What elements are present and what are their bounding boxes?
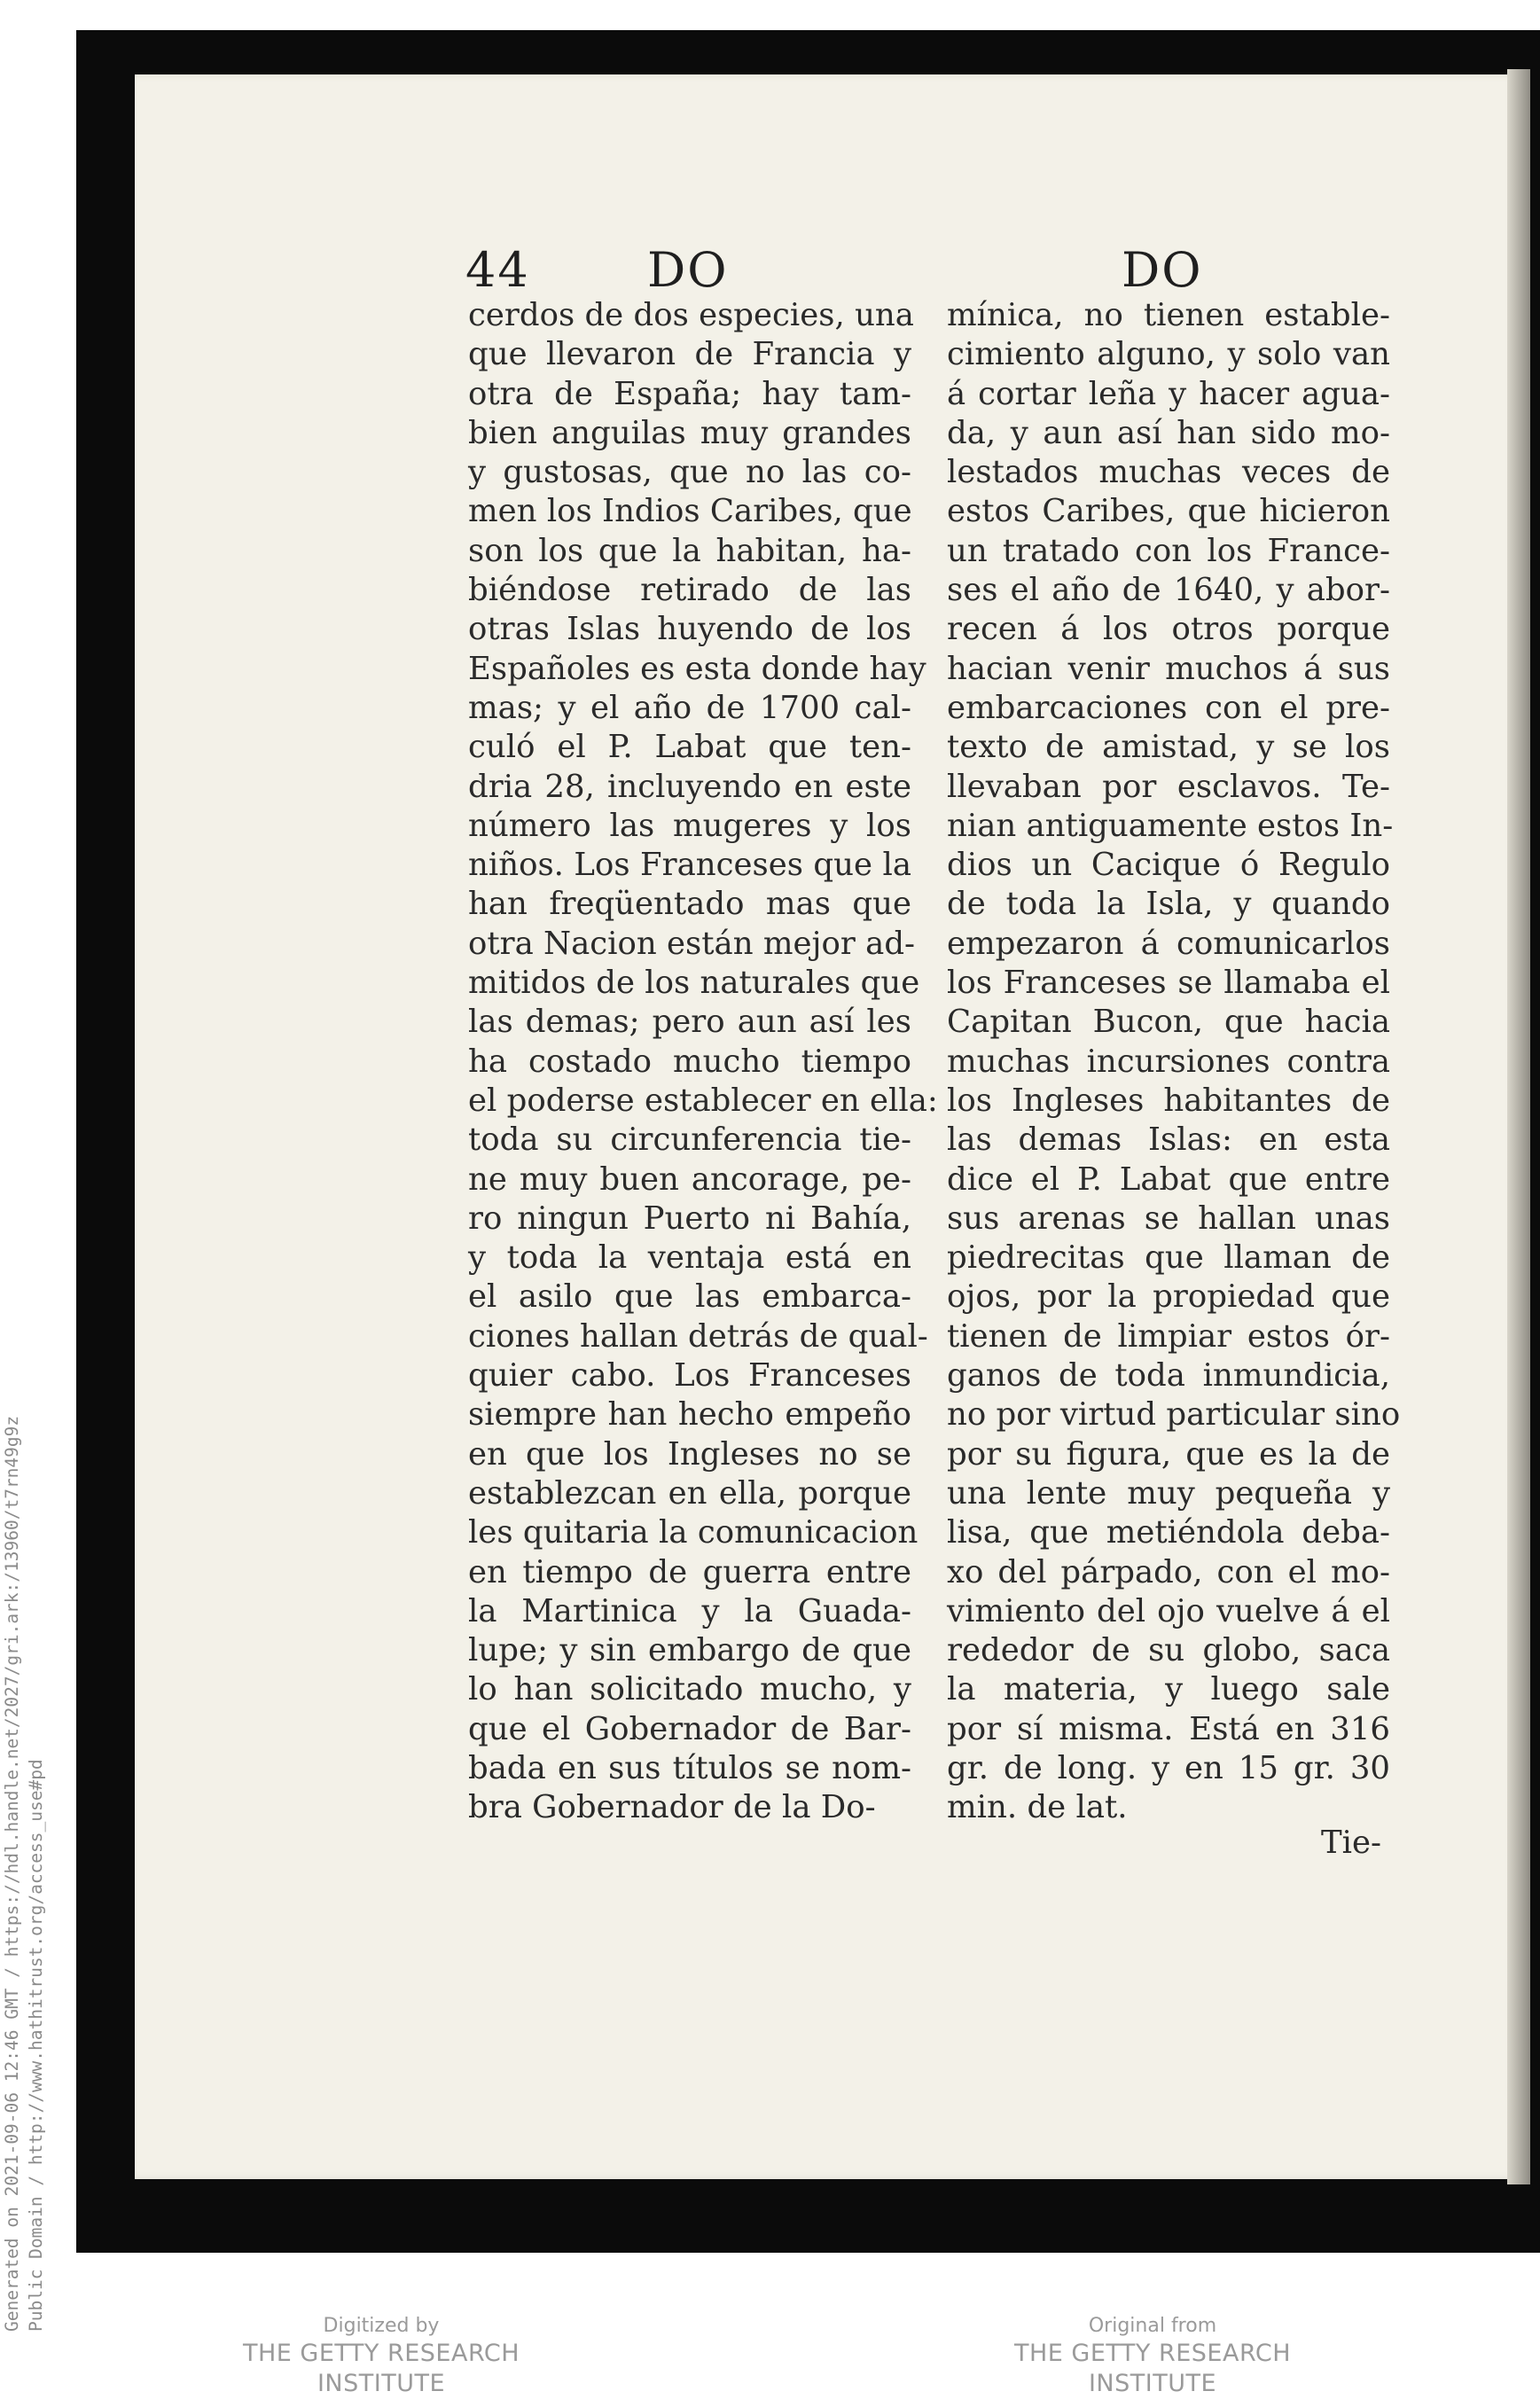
text-line: estos Caribes, que hicieron <box>947 493 1390 530</box>
text-line: min. de lat. <box>947 1789 1128 1826</box>
footer-digitized-institution: THE GETTY RESEARCH INSTITUTE <box>242 2340 520 2397</box>
footer-original-from <box>949 2314 1356 2399</box>
text-line: lo han solicitado mucho, y <box>468 1671 911 1708</box>
text-line: el poderse establecer en ella: <box>468 1082 938 1119</box>
text-line: piedrecitas que llaman de <box>947 1239 1390 1277</box>
text-line: una lente muy pequeña y <box>947 1474 1390 1512</box>
text-line: otra Nacion están mejor ad- <box>468 925 916 962</box>
text-line: de toda la Isla, y quando <box>947 886 1390 923</box>
text-column-right <box>947 296 1401 1828</box>
text-line: da, y aun así han sido mo- <box>947 414 1390 451</box>
text-line: ganos de toda inmundicia, <box>947 1357 1390 1395</box>
text-line: niños. Los Franceses que la <box>468 847 911 884</box>
text-line: tienen de limpiar estos ór- <box>947 1317 1390 1355</box>
text-line: que el Gobernador de Bar- <box>468 1710 911 1747</box>
text-column-left <box>468 296 938 1828</box>
text-line: bien anguilas muy grandes <box>468 414 911 451</box>
text-line: Capitan Bucon, que hacia <box>947 1004 1390 1041</box>
footer-digitized-label: Digitized by <box>323 2315 440 2337</box>
page-edge <box>1507 69 1530 2184</box>
text-line: bada en sus títulos se nom- <box>468 1749 911 1786</box>
text-line: les quitaria la comunicacion <box>468 1514 919 1551</box>
text-line: dios un Cacique ó Regulo <box>947 847 1390 884</box>
text-line: Españoles es esta donde hay <box>468 650 926 687</box>
text-line: otras Islas huyendo de los <box>468 611 911 648</box>
text-line: mas; y el año de 1700 cal- <box>468 689 911 726</box>
text-line: las demas; pero aun así les <box>468 1004 911 1041</box>
watermark-line-rights[interactable]: Public Domain / http://www.hathitrust.org/access_use#pd <box>26 1759 46 2332</box>
text-line: gr. de long. y en 15 gr. 30 <box>947 1749 1390 1786</box>
text-line: número las mugeres y los <box>468 807 911 844</box>
text-line: culó el P. Labat que ten- <box>468 729 911 766</box>
text-line: empezaron á comunicarlos <box>947 925 1390 962</box>
text-line: ne muy buen ancorage, pe- <box>468 1160 911 1198</box>
text-line: á cortar leña y hacer agua- <box>947 375 1390 412</box>
footer-original-institution: THE GETTY RESEARCH INSTITUTE <box>1013 2340 1292 2397</box>
text-line: los Ingleses habitantes de <box>947 1082 1390 1119</box>
watermark-line-generated[interactable]: Generated on 2021-09-06 12:46 GMT / https://hdl.handle.net/2027/gri.ark:/13960/t7rn49g9z <box>2 1415 22 2332</box>
text-line: ro ningun Puerto ni Bahía, <box>468 1200 911 1237</box>
text-line: en tiempo de guerra entre <box>468 1553 911 1590</box>
text-line: men los Indios Caribes, que <box>468 493 912 530</box>
text-line: quier cabo. Los Franceses <box>468 1357 911 1395</box>
text-line: lisa, que metiéndola deba- <box>947 1514 1390 1551</box>
text-line: mitidos de los naturales que <box>468 965 920 1002</box>
text-line: embarcaciones con el pre- <box>947 689 1390 726</box>
footer-digitized-by <box>177 2314 585 2399</box>
text-line: dria 28, incluyendo en este <box>468 768 911 805</box>
text-line: toda su circunferencia tie- <box>468 1121 911 1159</box>
text-line: llevaban por esclavos. Te- <box>947 768 1390 805</box>
text-line: y gustosas, que no las co- <box>468 454 911 491</box>
text-line: lestados muchas veces de <box>947 454 1390 491</box>
text-line: recen á los otros porque <box>947 611 1390 648</box>
running-header-left: DO <box>647 242 729 298</box>
text-line: otra de España; hay tam- <box>468 375 911 412</box>
text-line: el asilo que las embarca- <box>468 1278 911 1316</box>
text-line: vimiento del ojo vuelve á el <box>947 1592 1390 1629</box>
text-line: las demas Islas: en esta <box>947 1121 1390 1159</box>
text-line: cerdos de dos especies, una <box>468 297 914 333</box>
text-line: que llevaron de Francia y <box>468 336 911 373</box>
hathitrust-watermark <box>0 1416 48 2332</box>
text-line: establezcan en ella, porque <box>468 1474 911 1512</box>
text-line: hacian venir muchos á sus <box>947 650 1390 687</box>
text-line: un tratado con los France- <box>947 532 1390 569</box>
text-line: xo del párpado, con el mo- <box>947 1553 1390 1590</box>
text-line: nian antiguamente estos In- <box>947 807 1394 844</box>
text-line: ciones hallan detrás de qual- <box>468 1317 928 1355</box>
text-line: en que los Ingleses no se <box>468 1435 911 1473</box>
text-line: siempre han hecho empeño <box>468 1396 911 1434</box>
text-line: lupe; y sin embargo de que <box>468 1632 911 1669</box>
text-line: por sí misma. Está en 316 <box>947 1710 1390 1747</box>
text-line: ses el año de 1640, y abor- <box>947 572 1390 609</box>
text-line: ha costado mucho tiempo <box>468 1043 911 1080</box>
text-line: la materia, y luego sale <box>947 1671 1390 1708</box>
text-line: y toda la ventaja está en <box>468 1239 911 1277</box>
text-line: la Martinica y la Guada- <box>468 1592 911 1629</box>
text-line: bra Gobernador de la Do- <box>468 1789 876 1826</box>
text-line: sus arenas se hallan unas <box>947 1200 1390 1237</box>
text-line: biéndose retirado de las <box>468 572 911 609</box>
text-line: ojos, por la propiedad que <box>947 1278 1390 1316</box>
catchword: Tie- <box>1321 1825 1382 1861</box>
running-header-right: DO <box>1122 242 1203 298</box>
text-line: muchas incursiones contra <box>947 1043 1390 1080</box>
text-line: han freqüentado mas que <box>468 886 911 923</box>
text-line: dice el P. Labat que entre <box>947 1160 1390 1198</box>
text-line: son los que la habitan, ha- <box>468 532 911 569</box>
text-line: los Franceses se llamaba el <box>947 965 1390 1002</box>
text-line: mínica, no tienen estable- <box>947 297 1390 333</box>
text-line: texto de amistad, y se los <box>947 729 1390 766</box>
text-line: rededor de su globo, saca <box>947 1632 1390 1669</box>
text-line: no por virtud particular sino <box>947 1396 1401 1434</box>
page-number: 44 <box>465 242 530 298</box>
text-line: cimiento alguno, y solo van <box>947 336 1390 373</box>
text-line: por su figura, que es la de <box>947 1435 1390 1473</box>
footer-original-label: Original from <box>1088 2315 1217 2337</box>
